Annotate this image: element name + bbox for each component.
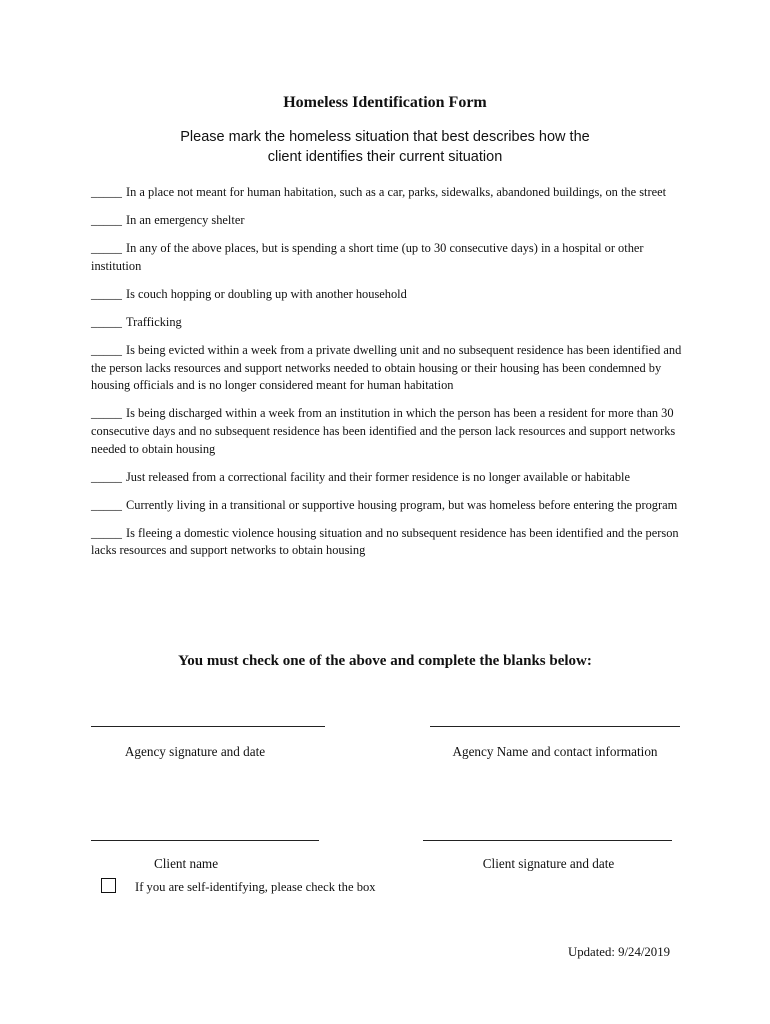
client-signature-line[interactable] (423, 840, 672, 841)
option-text: Is being discharged within a week from an institution in which the person has been a resident for more than 30 consecutive days and no subsequent residence has been identified and the person lack resources and support networks needed to obtain housing (91, 406, 676, 456)
option-text: Just released from a correctional facility and their former residence is no longer available or habitable (125, 469, 631, 484)
page-title: Homeless Identification Form (283, 94, 487, 111)
option-text: Trafficking (125, 314, 182, 329)
option-couch-hopping[interactable] (91, 286, 691, 304)
option-blank[interactable]: _____ (91, 525, 122, 540)
situation-options (91, 184, 691, 571)
option-domestic-violence[interactable] (91, 525, 691, 560)
option-blank[interactable]: _____ (91, 241, 122, 256)
option-text: In an emergency shelter (125, 213, 245, 228)
option-text: Is fleeing a domestic violence housing situation and no subsequent residence has been identified and the person lacks resources and support networks to obtain housing (91, 525, 679, 558)
option-transitional-housing[interactable] (91, 497, 691, 515)
option-blank[interactable]: _____ (91, 343, 122, 358)
form-subtitle (150, 127, 620, 167)
agency-signature-line[interactable] (91, 726, 325, 727)
option-text: Currently living in a transitional or supportive housing program, but was homeless before entering the program (125, 497, 678, 512)
agency-signature-label: Agency signature and date (124, 744, 266, 759)
option-blank[interactable]: _____ (91, 469, 122, 484)
option-blank[interactable]: _____ (91, 213, 122, 228)
option-text: Is being evicted within a week from a private dwelling unit and no subsequent residence has been identified and the person lacks resources and support networks needed to obtain housing or their housing has been condemned by housing officials and is no longer considered meant for human habitation (91, 343, 682, 393)
option-hospital-institution[interactable] (91, 240, 691, 275)
option-trafficking[interactable] (91, 314, 691, 332)
option-blank[interactable]: _____ (91, 314, 122, 329)
self-identify-label: If you are self-identifying, please check the box (135, 880, 376, 894)
agency-name-label: Agency Name and contact information (452, 744, 658, 759)
client-name-line[interactable] (91, 840, 319, 841)
option-blank[interactable]: _____ (91, 185, 122, 199)
agency-name-line[interactable] (430, 726, 680, 727)
option-blank[interactable]: _____ (91, 406, 122, 421)
client-signature-label: Client signature and date (482, 856, 615, 871)
client-name-label: Client name (153, 856, 219, 871)
option-correctional-release[interactable] (91, 469, 691, 487)
option-text: In a place not meant for human habitation, such as a car, parks, sidewalks, abandoned buildings, on the street (125, 185, 667, 199)
option-discharged[interactable] (91, 405, 691, 458)
option-blank[interactable]: _____ (91, 497, 122, 512)
option-text: Is couch hopping or doubling up with another household (125, 286, 407, 301)
option-evicted[interactable] (91, 342, 691, 395)
option-street[interactable] (91, 184, 691, 202)
subtitle-line-1: Please mark the homeless situation that best describes how the (180, 129, 590, 145)
instruction-heading: You must check one of the above and complete the blanks below: (178, 653, 592, 669)
option-emergency-shelter[interactable] (91, 212, 691, 230)
option-blank[interactable]: _____ (91, 286, 122, 301)
subtitle-line-2: client identifies their current situation (267, 149, 503, 165)
updated-date: Updated: 9/24/2019 (568, 945, 671, 959)
option-text: In any of the above places, but is spending a short time (up to 30 consecutive days) in a hospital or other institution (91, 241, 644, 273)
self-identify-checkbox[interactable] (101, 878, 116, 893)
